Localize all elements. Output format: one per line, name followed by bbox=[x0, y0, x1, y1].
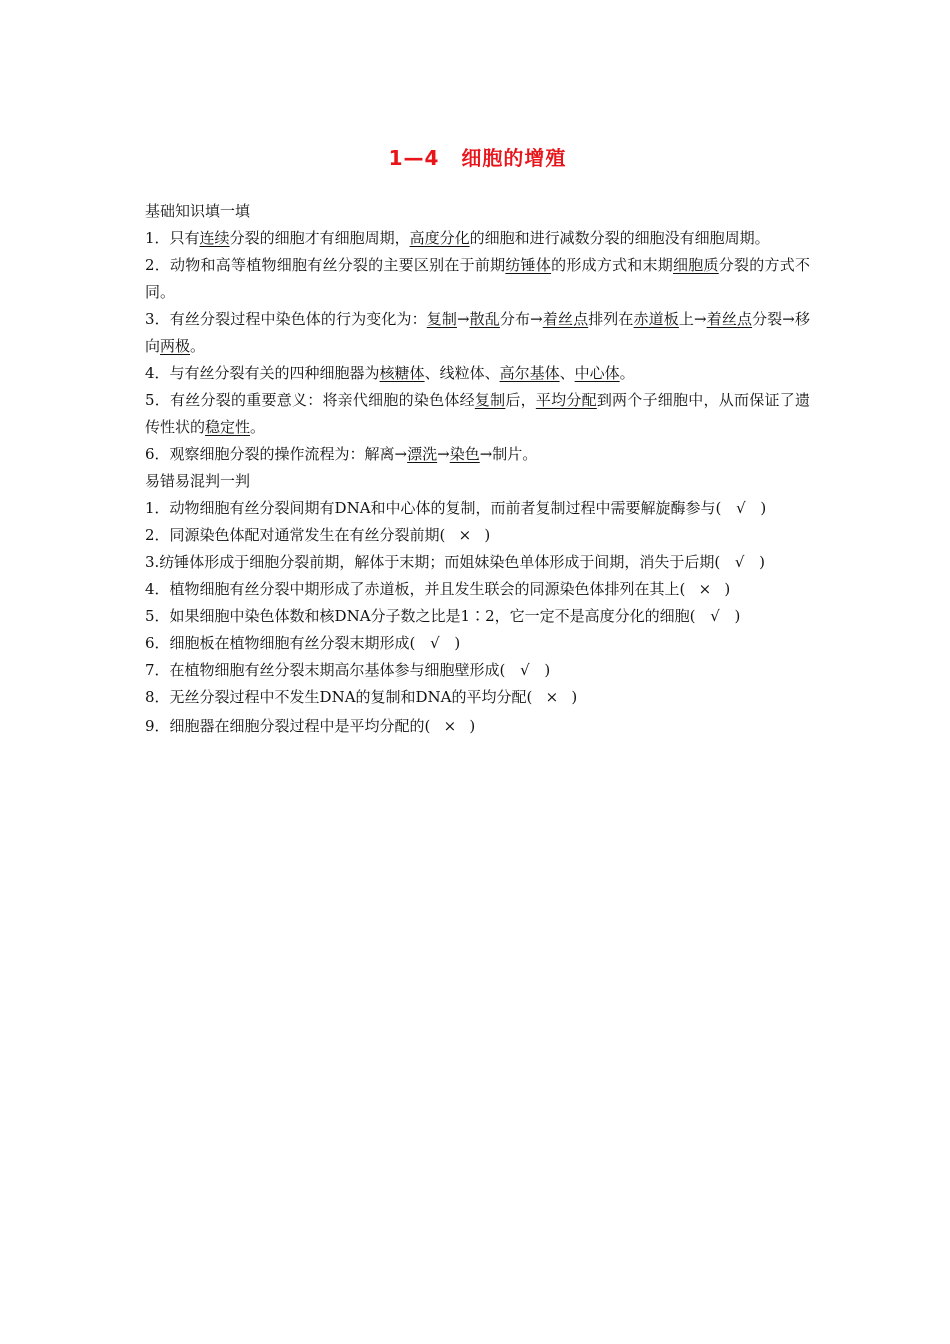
fill-answer: 中心体 bbox=[574, 364, 620, 382]
fill-answer: 核糖体 bbox=[379, 364, 425, 382]
judge-statement: 6．细胞板在植物细胞有丝分裂末期形成( bbox=[145, 634, 416, 652]
fill-item bbox=[145, 252, 810, 306]
judge-item bbox=[145, 657, 810, 684]
fill-answer: 复制 bbox=[474, 391, 506, 409]
cross-mark-icon: × bbox=[443, 717, 457, 735]
title-number: 1—4 bbox=[388, 146, 440, 170]
judge-close-paren: ) bbox=[759, 553, 766, 571]
judge-close-paren: ) bbox=[544, 661, 551, 679]
judge-close-paren: ) bbox=[484, 526, 491, 544]
fill-text: 2．动物和高等植物细胞有丝分裂的主要区别在于前期 bbox=[145, 256, 506, 274]
fill-item bbox=[145, 441, 810, 468]
judge-statement: 2．同源染色体配对通常发生在有丝分裂前期( bbox=[145, 526, 446, 544]
judge-statement: 7．在植物细胞有丝分裂末期高尔基体参与细胞壁形成( bbox=[145, 661, 506, 679]
check-mark-icon: √ bbox=[734, 553, 745, 571]
fill-text: 6．观察细胞分裂的操作流程为：解离→ bbox=[145, 445, 408, 463]
fill-text: 到两个子细胞中，从而保证了遗传性状的 bbox=[145, 391, 810, 436]
fill-answer: 两极 bbox=[160, 337, 191, 355]
fill-answer: 连续 bbox=[199, 229, 230, 247]
fill-text: 后， bbox=[505, 391, 536, 409]
fill-text: 1．只有 bbox=[145, 229, 200, 247]
cross-mark-icon: × bbox=[698, 580, 712, 598]
check-mark-icon: √ bbox=[520, 661, 530, 679]
fill-text: 分裂的细胞才有细胞周期， bbox=[229, 229, 410, 247]
judge-item bbox=[145, 630, 810, 657]
fill-text: →制片。 bbox=[479, 445, 538, 463]
judge-item bbox=[145, 549, 810, 576]
judge-statement: 9．细胞器在细胞分裂过程中是平均分配的( bbox=[145, 717, 431, 735]
judge-list bbox=[145, 495, 810, 740]
fill-text: 分布→ bbox=[499, 310, 543, 328]
fill-answer: 赤道板 bbox=[633, 310, 679, 328]
fill-text: 。 bbox=[250, 418, 266, 436]
judge-item bbox=[145, 495, 810, 522]
judge-statement: 1．动物细胞有丝分裂间期有DNA和中心体的复制，而前者复制过程中需要解旋酶参与( bbox=[145, 499, 722, 517]
judge-close-paren: ) bbox=[724, 580, 731, 598]
fill-text: 、线粒体、 bbox=[424, 364, 500, 382]
judge-statement: 8．无丝分裂过程中不发生DNA的复制和DNA的平均分配( bbox=[145, 688, 533, 706]
fill-text: 。 bbox=[190, 337, 206, 355]
fill-text: 的形成方式和末期 bbox=[551, 256, 674, 274]
section-heading-basics: 基础知识填一填 bbox=[145, 202, 251, 220]
fill-answer: 稳定性 bbox=[205, 418, 251, 436]
fill-text: 排列在 bbox=[588, 310, 634, 328]
fill-text: → bbox=[456, 310, 470, 328]
fill-text: → bbox=[437, 445, 450, 463]
page-title bbox=[145, 140, 810, 176]
title-text: 细胞的增殖 bbox=[461, 146, 567, 170]
fill-text: 。 bbox=[619, 364, 635, 382]
fill-answer: 高尔基体 bbox=[499, 364, 560, 382]
judge-statement: 3.纺锤体形成于细胞分裂前期，解体于末期；而姐妹染色单体形成于间期，消失于后期( bbox=[145, 553, 721, 571]
fill-text: 4．与有丝分裂有关的四种细胞器为 bbox=[145, 364, 380, 382]
judge-statement: 4．植物细胞有丝分裂中期形成了赤道板，并且发生联会的同源染色体排列在其上( bbox=[145, 580, 686, 598]
fill-answer: 散乱 bbox=[469, 310, 500, 328]
fill-text: 上→ bbox=[678, 310, 707, 328]
judge-item bbox=[145, 713, 810, 740]
basics-list bbox=[145, 225, 810, 468]
judge-close-paren: ) bbox=[760, 499, 767, 517]
judge-close-paren: ) bbox=[571, 688, 578, 706]
fill-answer: 平均分配 bbox=[535, 391, 597, 409]
fill-answer: 复制 bbox=[426, 310, 457, 328]
judge-close-paren: ) bbox=[469, 717, 476, 735]
fill-answer: 纺锤体 bbox=[505, 256, 552, 274]
fill-text: 5．有丝分裂的重要意义：将亲代细胞的染色体经 bbox=[145, 391, 475, 409]
judge-item bbox=[145, 603, 810, 630]
judge-statement: 5．如果细胞中染色体数和核DNA分子数之比是1∶2，它一定不是高度分化的细胞( bbox=[145, 607, 696, 625]
fill-text: 3．有丝分裂过程中染色体的行为变化为： bbox=[145, 310, 427, 328]
fill-text: 、 bbox=[559, 364, 575, 382]
fill-answer: 细胞质 bbox=[673, 256, 719, 274]
judge-close-paren: ) bbox=[454, 634, 461, 652]
judge-item bbox=[145, 576, 810, 603]
cross-mark-icon: × bbox=[545, 688, 559, 706]
cross-mark-icon: × bbox=[458, 526, 472, 544]
fill-item bbox=[145, 360, 810, 387]
check-mark-icon: √ bbox=[710, 607, 720, 625]
document-page bbox=[145, 140, 810, 740]
fill-item bbox=[145, 387, 810, 441]
fill-answer: 漂洗 bbox=[407, 445, 438, 463]
judge-item bbox=[145, 522, 810, 549]
fill-answer: 高度分化 bbox=[409, 229, 470, 247]
fill-text: 分裂的方式不同。 bbox=[145, 256, 810, 301]
check-mark-icon: √ bbox=[736, 499, 746, 517]
fill-answer: 着丝点 bbox=[542, 310, 589, 328]
judge-item bbox=[145, 684, 810, 711]
fill-text: 分裂→移向 bbox=[145, 310, 810, 355]
judge-close-paren: ) bbox=[734, 607, 741, 625]
section-heading-judge: 易错易混判一判 bbox=[145, 472, 251, 490]
fill-item bbox=[145, 225, 810, 252]
fill-item bbox=[145, 306, 810, 360]
fill-answer: 染色 bbox=[449, 445, 480, 463]
fill-text: 的细胞和进行减数分裂的细胞没有细胞周期。 bbox=[469, 229, 770, 247]
check-mark-icon: √ bbox=[430, 634, 440, 652]
fill-answer: 着丝点 bbox=[706, 310, 753, 328]
